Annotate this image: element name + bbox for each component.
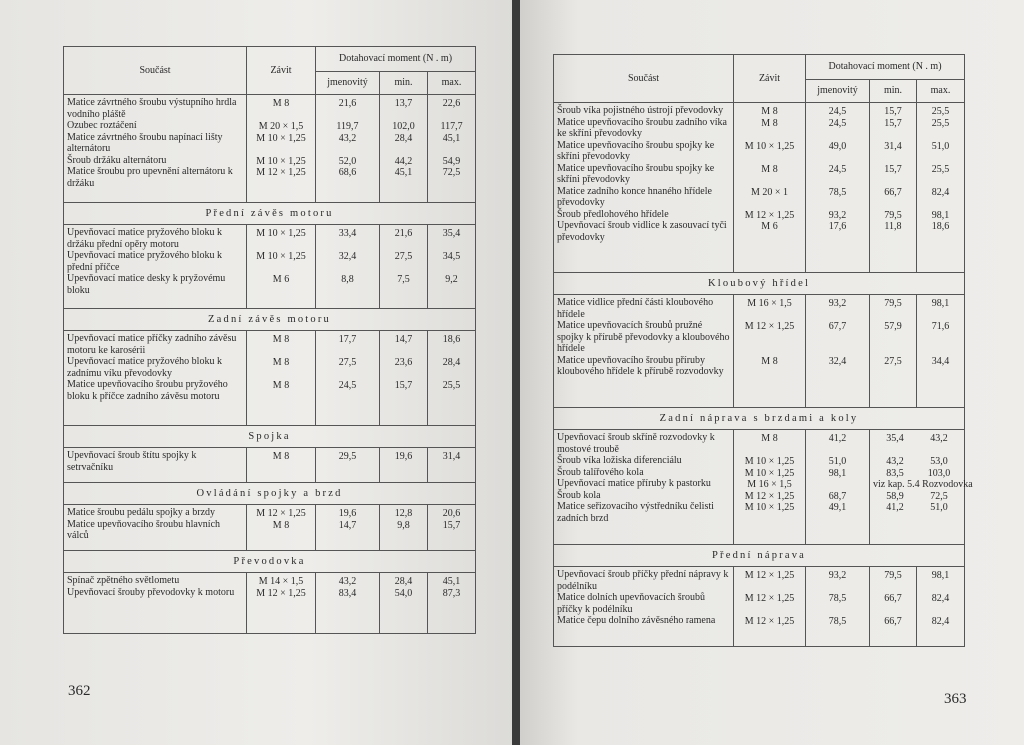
cell-nominal [316, 505, 380, 551]
value-nominal: 24,5 [828, 163, 847, 175]
section-heading: Ovládání spojky a brzd [64, 483, 476, 505]
value-max: 98,1 [931, 298, 950, 309]
value-nominal: 33,4 [338, 228, 357, 239]
value-nominal: 14,7 [338, 519, 357, 531]
value-max: 51,0 [931, 140, 950, 152]
part-name: Upevňovací šroub štítu spojky k setrvačníku [67, 450, 197, 473]
value-max: 98,1 [931, 570, 950, 581]
value-max: 28,4 [442, 357, 461, 368]
cell-thread [247, 331, 316, 426]
part-name: Matice upevňovacích šroubů pružné spojky k přírubě převodovky a kloubového hřídele [557, 320, 730, 354]
value-thread: M 8 [272, 519, 290, 531]
table-row [64, 331, 476, 426]
part-name: Upevňovací matice pryžového bloku k přední příčce [67, 250, 222, 273]
part-name: Šroub víka pojistného ústrojí převodovky [557, 105, 724, 116]
part-name: Šroub kola [557, 489, 601, 501]
value-max: 51,0 [930, 502, 948, 513]
value-min: 15,7 [884, 163, 902, 175]
header-min: min. [380, 72, 428, 95]
value-thread: M 12 × 1,25 [744, 209, 795, 221]
value-thread: M 10 × 1,25 [744, 467, 795, 479]
cell-thread [734, 567, 806, 647]
value-max: 82,4 [931, 616, 950, 627]
cell-name [64, 448, 247, 483]
value-min: 83,5 [886, 467, 904, 479]
value-max: 43,2 [930, 433, 948, 444]
value-min-max [873, 433, 961, 456]
part-name: Matice upevňovacího šroubu příruby kloubového hřídele k přírubě rozvodovky [557, 354, 724, 377]
value-thread: M 14 × 1,5 [258, 576, 304, 587]
value-thread: M 20 × 1,5 [258, 121, 304, 132]
cell-thread [247, 505, 316, 551]
value-nominal: 49,0 [828, 140, 847, 152]
value-nominal: 32,4 [338, 251, 357, 262]
value-nominal: 78,5 [828, 186, 847, 198]
value-max: 34,5 [442, 251, 461, 262]
table-row [64, 225, 476, 309]
value-nominal: 29,5 [338, 451, 357, 462]
value-thread: M 8 [761, 355, 778, 367]
value-max: 103,0 [927, 467, 951, 479]
part-name: Matice vidlice přední části kloubového hřídele [557, 297, 714, 320]
part-name: Šroub víka ložiska diferenciálu [557, 455, 682, 466]
cell-combo [870, 430, 973, 545]
value-nominal: 21,6 [338, 98, 357, 109]
table-row [64, 573, 476, 634]
cell-name [64, 505, 247, 551]
header-max: max. [428, 72, 476, 95]
cell-min [380, 331, 428, 426]
value-nominal: 24,5 [828, 117, 847, 129]
cell-max [428, 95, 476, 203]
cell-nominal [806, 295, 870, 408]
value-max: 18,6 [931, 221, 950, 232]
cell-name [64, 573, 247, 634]
page-number-right: 363 [944, 691, 967, 707]
cell-max [917, 103, 965, 273]
cell-thread [247, 225, 316, 309]
value-min: 66,7 [884, 186, 902, 198]
section-heading: Přední náprava [554, 545, 965, 567]
value-min: 13,7 [394, 98, 413, 109]
part-name: Matice čepu dolního závěsného ramena [557, 615, 716, 626]
value-thread: M 8 [761, 163, 778, 175]
cell-min [380, 225, 428, 309]
value-max: 53,0 [930, 456, 948, 467]
table-row [554, 567, 965, 647]
value-nominal: 68,6 [338, 167, 357, 178]
value-nominal: 83,4 [338, 587, 357, 599]
value-min: 43,2 [886, 456, 904, 467]
table-row [64, 448, 476, 483]
value-min: 9,8 [397, 519, 410, 531]
cell-nominal [806, 103, 870, 273]
value-max: 87,3 [442, 587, 461, 599]
value-min: 21,6 [394, 228, 413, 239]
value-thread: M 10 × 1,25 [744, 140, 795, 152]
value-thread: M 10 × 1,25 [256, 251, 306, 262]
value-nominal: 52,0 [338, 155, 357, 167]
value-thread: M 12 × 1,25 [744, 321, 795, 332]
part-name: Upevňovací šroub příčky přední nápravy k podélníku [557, 569, 729, 592]
value-thread: M 10 × 1,25 [256, 132, 306, 144]
value-thread: M 10 × 1,25 [256, 155, 306, 167]
value-min: 15,7 [884, 106, 902, 117]
part-name: Upevňovací šrouby převodovky k motoru [67, 586, 235, 598]
value-thread: M 16 × 1,5 [747, 479, 792, 490]
part-name: Matice zadního konce hnaného hřídele převodovky [557, 185, 712, 208]
cell-name [64, 95, 247, 203]
value-max: 82,4 [931, 186, 950, 198]
value-thread: M 10 × 1,25 [744, 456, 795, 467]
value-max: 35,4 [442, 228, 461, 239]
value-thread: M 6 [761, 221, 778, 232]
value-max: 45,1 [442, 132, 461, 144]
section-heading: Kloubový hřídel [554, 273, 965, 295]
value-nominal: 98,1 [828, 467, 847, 479]
header-nominal: jmenovitý [806, 80, 870, 103]
value-thread: M 12 × 1,25 [744, 490, 795, 502]
value-thread: M 20 × 1 [750, 186, 789, 198]
part-name: Matice závrtného šroubu výstupního hrdla vodního pláště [67, 97, 237, 120]
value-nominal: 78,5 [828, 616, 847, 627]
value-nominal: 49,1 [828, 502, 847, 513]
cell-max [428, 505, 476, 551]
section-heading: Zadní závěs motoru [64, 309, 476, 331]
cell-min [380, 573, 428, 634]
section-heading: Převodovka [64, 551, 476, 573]
value-thread: M 16 × 1,5 [747, 298, 792, 309]
value-nominal: 24,5 [338, 380, 357, 391]
value-min-max [873, 502, 961, 525]
cell-thread [734, 103, 806, 273]
value-thread: M 10 × 1,25 [256, 228, 306, 239]
value-nominal: 8,8 [341, 274, 354, 285]
value-nominal: 119,7 [336, 121, 359, 132]
value-nominal: 93,2 [828, 570, 847, 581]
cell-thread [247, 573, 316, 634]
value-thread: M 12 × 1,25 [256, 587, 306, 599]
header-thread: Závit [734, 55, 806, 103]
value-thread: M 8 [761, 433, 778, 444]
value-nominal: 17,7 [338, 334, 357, 345]
value-thread: M 8 [272, 98, 290, 109]
cell-min [380, 505, 428, 551]
part-name: Upevňovací šroub skříně rozvodovky k mostové troubě [557, 432, 715, 455]
value-min: 54,0 [394, 587, 413, 599]
cell-thread [247, 95, 316, 203]
value-thread: M 8 [272, 334, 290, 345]
value-min: 27,5 [884, 355, 902, 367]
value-max: 72,5 [442, 167, 461, 178]
table-row [554, 103, 965, 273]
value-min: 57,9 [884, 321, 902, 332]
part-name: Matice upevňovacího šroubu spojky ke skříni převodovky [557, 162, 715, 185]
value-nominal: 27,5 [338, 357, 357, 368]
value-max: 45,1 [442, 576, 461, 587]
value-min: 14,7 [394, 334, 413, 345]
part-name: Upevňovací matice pryžového bloku k držáku přední opěry motoru [67, 227, 222, 250]
value-max: 72,5 [930, 490, 948, 502]
header-part: Součást [64, 47, 247, 95]
value-min: 58,9 [886, 490, 904, 502]
header-torque: Dotahovací moment (N . m) [316, 47, 476, 72]
value-empty [809, 479, 866, 491]
value-thread: M 12 × 1,25 [744, 616, 795, 627]
part-name: Upevňovací matice příruby k pastorku [557, 478, 711, 489]
section-heading: Přední závěs motoru [64, 203, 476, 225]
value-nominal: 24,5 [828, 106, 847, 117]
value-min: 11,8 [884, 221, 902, 232]
value-thread: M 12 × 1,25 [744, 570, 795, 581]
header-thread: Závit [247, 47, 316, 95]
cell-min [380, 95, 428, 203]
value-max: 20,6 [442, 508, 461, 519]
part-name: Matice upevňovacího šroubu pryžového bloku k příčce zadního závěsu motoru [67, 379, 228, 402]
value-thread: M 12 × 1,25 [256, 508, 306, 519]
value-max: 34,4 [931, 355, 950, 367]
value-min: 19,6 [394, 451, 413, 462]
value-min: 45,1 [394, 167, 413, 178]
cell-nominal [316, 331, 380, 426]
value-max: 25,5 [442, 380, 461, 391]
cell-nominal [316, 95, 380, 203]
value-nominal: 78,5 [828, 593, 847, 604]
value-min: 66,7 [884, 593, 902, 604]
value-min: 79,5 [884, 570, 902, 581]
value-thread: M 12 × 1,25 [256, 167, 306, 178]
cell-name [64, 331, 247, 426]
part-name: Šroub držáku alternátoru [67, 154, 167, 166]
part-name: Matice šroubu pro upevnění alternátoru k držáku [67, 166, 233, 189]
value-thread: M 8 [272, 357, 290, 368]
part-name: Šroub talířového kola [557, 466, 644, 478]
part-name: Upevňovací matice příčky zadního závěsu motoru ke karosérii [67, 333, 237, 356]
torque-table-right [553, 54, 973, 647]
value-max: 9,2 [445, 274, 458, 285]
value-max: 22,6 [442, 98, 461, 109]
value-min-max [873, 468, 961, 480]
value-min: 28,4 [394, 132, 413, 144]
value-min: 27,5 [394, 251, 413, 262]
value-thread: M 12 × 1,25 [744, 593, 795, 604]
table-row [64, 505, 476, 551]
value-nominal: 32,4 [828, 355, 847, 367]
part-name: Matice dolních upevňovacích šroubů příčky k podélníku [557, 592, 706, 615]
part-name: Matice upevňovacího šroubu zadního víka ke skříni převodovky [557, 116, 727, 139]
value-max: 18,6 [442, 334, 461, 345]
value-max: 31,4 [442, 451, 461, 462]
value-thread: M 8 [272, 380, 290, 391]
cell-max [428, 448, 476, 483]
table-row [554, 295, 965, 408]
value-max: 117,7 [440, 121, 463, 132]
cell-max [917, 567, 965, 647]
cell-max [428, 573, 476, 634]
value-max: 25,5 [931, 117, 950, 129]
value-max: 71,6 [931, 321, 950, 332]
value-nominal: 93,2 [828, 298, 847, 309]
page-number-left: 362 [68, 683, 91, 699]
header-min: min. [870, 80, 917, 103]
cell-thread [734, 295, 806, 408]
part-name: Matice závrtného šroubu napínací lišty alternátoru [67, 131, 223, 154]
value-min: 35,4 [886, 433, 904, 444]
value-max: 82,4 [931, 593, 950, 604]
value-nominal: 43,2 [338, 132, 357, 144]
cell-thread [247, 448, 316, 483]
value-thread: M 8 [272, 451, 290, 462]
header-nominal: jmenovitý [316, 72, 380, 95]
cell-name [554, 430, 734, 545]
value-min: 66,7 [884, 616, 902, 627]
value-nominal: 67,7 [828, 321, 847, 332]
cell-name [554, 567, 734, 647]
cell-nominal [316, 448, 380, 483]
value-nominal: 19,6 [338, 508, 357, 519]
section-heading: Spojka [64, 426, 476, 448]
book-gutter [512, 0, 520, 745]
value-min: 44,2 [394, 155, 413, 167]
cell-min [870, 295, 917, 408]
value-min: 12,8 [394, 508, 413, 519]
value-max: 98,1 [931, 209, 950, 221]
part-name: Upevňovací matice desky k pryžovému bloku [67, 273, 226, 296]
cell-min [870, 103, 917, 273]
value-min: 23,6 [394, 357, 413, 368]
value-min: 7,5 [397, 274, 410, 285]
part-name: Upevňovací šroub vidlice k zasouvací tyči převodovky [557, 220, 727, 243]
value-nominal: 43,2 [338, 576, 357, 587]
header-max: max. [917, 80, 965, 103]
value-min-max [873, 491, 961, 503]
value-nominal: 41,2 [828, 433, 847, 444]
value-max: 54,9 [442, 155, 461, 167]
value-min: 79,5 [884, 298, 902, 309]
value-max: 15,7 [442, 519, 461, 531]
cell-thread [734, 430, 806, 545]
cell-nominal [806, 567, 870, 647]
section-heading: Zadní náprava s brzdami a koly [554, 408, 965, 430]
value-thread: M 6 [272, 274, 290, 285]
cell-min [380, 448, 428, 483]
part-name: Matice seřizovacího výstředníku čelisti zadních brzd [557, 501, 714, 524]
table-row [554, 430, 965, 545]
table-row [64, 95, 476, 203]
part-name: Ozubec roztáčení [67, 120, 137, 131]
value-min: 79,5 [884, 209, 902, 221]
value-min: 15,7 [884, 117, 902, 129]
part-name: Upevňovací matice pryžového bloku k zadnímu víku převodovky [67, 356, 222, 379]
part-name: Spínač zpětného světlometu [67, 575, 180, 586]
value-min: 31,4 [884, 140, 902, 152]
value-thread: M 8 [761, 106, 778, 117]
value-min: 102,0 [392, 121, 415, 132]
torque-table-left [63, 46, 476, 634]
merged-note: viz kap. 5.4 Rozvodovka [873, 479, 973, 490]
value-max: 25,5 [931, 163, 950, 175]
part-name: Matice upevňovacího šroubu spojky ke skříni převodovky [557, 139, 715, 162]
cell-nominal [316, 225, 380, 309]
value-nominal: 93,2 [828, 209, 847, 221]
cell-name [64, 225, 247, 309]
cell-max [428, 225, 476, 309]
part-name: Matice šroubu pedálu spojky a brzdy [67, 507, 216, 518]
part-name: Matice upevňovacího šroubu hlavních válců [67, 518, 221, 541]
cell-nominal [806, 430, 870, 545]
value-min-max [873, 456, 961, 468]
header-torque: Dotahovací moment (N . m) [806, 55, 965, 80]
value-thread: M 10 × 1,25 [744, 502, 795, 513]
value-min: 41,2 [886, 502, 904, 513]
value-nominal: 51,0 [828, 456, 847, 467]
value-min: 15,7 [394, 380, 413, 391]
value-nominal: 68,7 [828, 490, 847, 502]
part-name: Šroub předlohového hřídele [557, 208, 669, 220]
cell-max [917, 295, 965, 408]
cell-min [870, 567, 917, 647]
cell-name [554, 295, 734, 408]
value-min: 28,4 [394, 576, 413, 587]
value-max: 25,5 [931, 106, 950, 117]
cell-name [554, 103, 734, 273]
header-part: Součást [554, 55, 734, 103]
value-nominal: 17,6 [828, 221, 847, 232]
cell-max [428, 331, 476, 426]
value-thread: M 8 [761, 117, 778, 129]
cell-nominal [316, 573, 380, 634]
